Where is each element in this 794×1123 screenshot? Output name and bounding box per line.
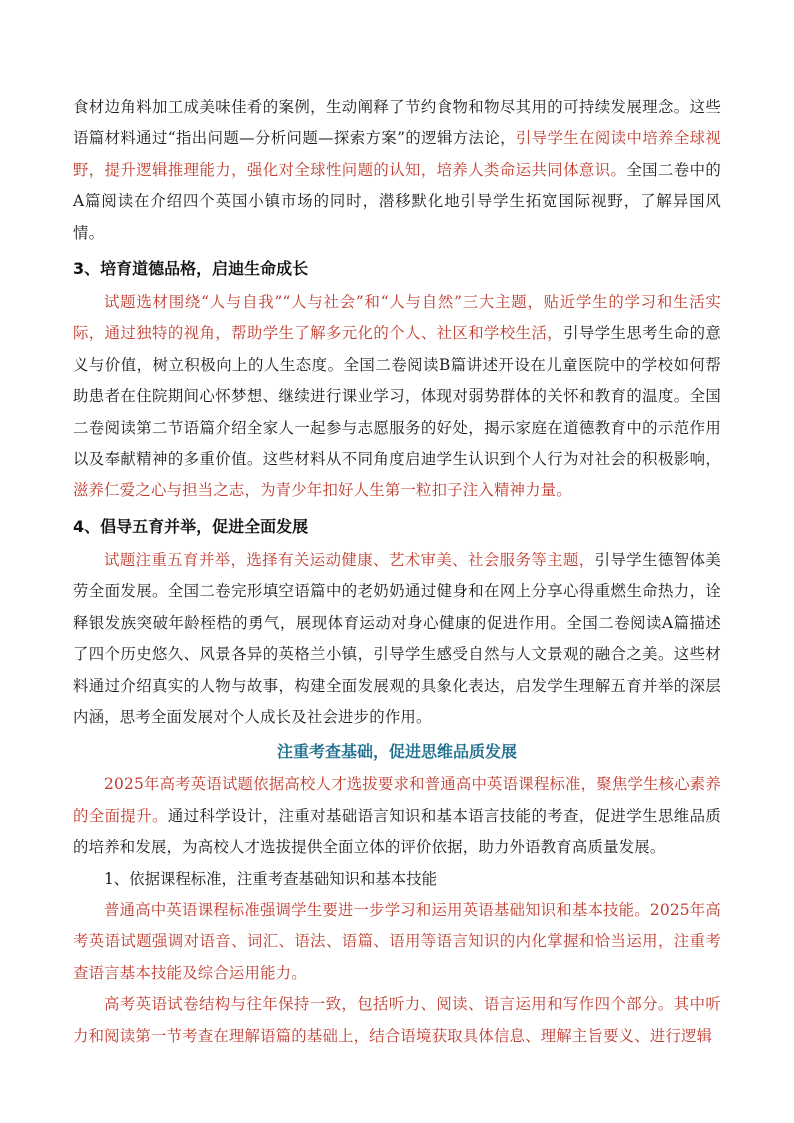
highlight-segment: 普通高中英语课程标准强调学生要进一步学习和运用英语基础知识和基本技能。2025年高考英语试题强调对语音、词汇、语法、语篇、语用等语言知识的内化掌握和恰当运用，注重考查语言基本技能及综合运用能力。 — [73, 900, 721, 982]
paragraph-exam-foundation — [73, 769, 721, 863]
text-segment: 食材边角料加工成美味佳肴的案例，生动阐释了节约食物和物尽其用的可持续发展理念。这些语篇材料通过“指出问题—分析问题—探索方案”的逻辑方法论， — [73, 98, 721, 148]
document-page — [73, 92, 721, 1052]
highlight-segment: 2025年高考英语试题依据高校人才选拔要求和普通高中英语课程标准，聚焦学生核心素养的全面提升。 — [73, 775, 721, 825]
section-title: 注重考查基础，促进思维品质发展 — [276, 742, 517, 762]
paragraph-five-education — [73, 545, 721, 733]
text-segment: 引导学生思考生命的意义与价值，树立积极向上的人生态度。 — [73, 324, 721, 374]
paragraph-curriculum — [73, 895, 721, 989]
text-segment: 引导学生德智体美劳全面发展。 — [73, 550, 721, 601]
highlight-segment: 滋养仁爱之心与担当之志，为青少年扣好人生第一粒扣子注入精神力量。 — [73, 481, 572, 500]
highlight-segment: 试题选材围绕“人与自我”“人与社会”和“人与自然”三大主题，贴近学生的学习和生活实际，通过独特的视角，帮助学生了解多元化的个人、社区和学校生活， — [73, 293, 721, 343]
paragraph-exam-structure — [73, 989, 721, 1052]
text-segment: 全国二卷中的A篇阅读在介绍四个英国小镇市场的同时，潜移默化地引导学生拓宽国际视野，了解异国风情。 — [73, 160, 721, 242]
highlight-segment: 试题注重五育并举，选择有关运动健康、艺术审美、社会服务等主题， — [104, 550, 595, 569]
heading-moral-character: 3、培育道德品格，启迪生命成长 — [73, 259, 309, 279]
paragraph-global-vision — [73, 92, 721, 249]
heading-five-education: 4、倡导五育并举，促进全面发展 — [73, 516, 309, 536]
highlight-segment: 引导学生在阅读中培养全球视野，提升逻辑推理能力，强化对全球性问题的认知，培养人类命运共同体意识。 — [73, 129, 721, 179]
text-segment: 通过科学设计，注重对基础语言知识和基本语言技能的考查，促进学生思维品质的培养和发展，为高校人才选拔提供全面立体的评价依据，助力外语教育高质量发展。 — [73, 806, 721, 857]
text-segment: 全国二卷完形填空语篇中的老奶奶通过健身和在网上分享心得重燃生命热力，诠释银发族突破年龄桎梏的勇气，展现体育运动对身心健康的促进作用。全国二卷阅读A篇描述了四个历史悠久、风景各异的英格兰小镇，引导学生感受自然与人文景观的融合之美。这些材料通过介绍真实的人物与故事，构建全面发展观的具象化表达，启发学生理解五育并举的深层内涵，思考全面发展对个人成长及社会进步的作用。 — [73, 582, 721, 726]
text-segment: 全国二卷阅读B篇讲述开设在儿童医院中的学校如何帮助患者在住院期间心怀梦想、继续进行课业学习，体现对弱势群体的关怀和教育的温度。全国二卷阅读第二节语篇介绍全家人一起参与志愿服务的好处，揭示家庭在道德教育中的示范作用以及奉献精神的多重价值。这些材料从不同角度启迪学生认识到个人行为对社会的积极影响， — [73, 355, 721, 469]
subheading-curriculum-standards: 1、依据课程标准，注重考查基础知识和基本技能 — [104, 869, 437, 888]
paragraph-moral-character — [73, 287, 721, 507]
highlight-segment: 高考英语试卷结构与往年保持一致，包括听力、阅读、语言运用和写作四个部分。其中听力和阅读第一节考查在理解语篇的基础上，结合语境获取具体信息、理解主旨要义、进行逻辑 — [73, 995, 721, 1045]
